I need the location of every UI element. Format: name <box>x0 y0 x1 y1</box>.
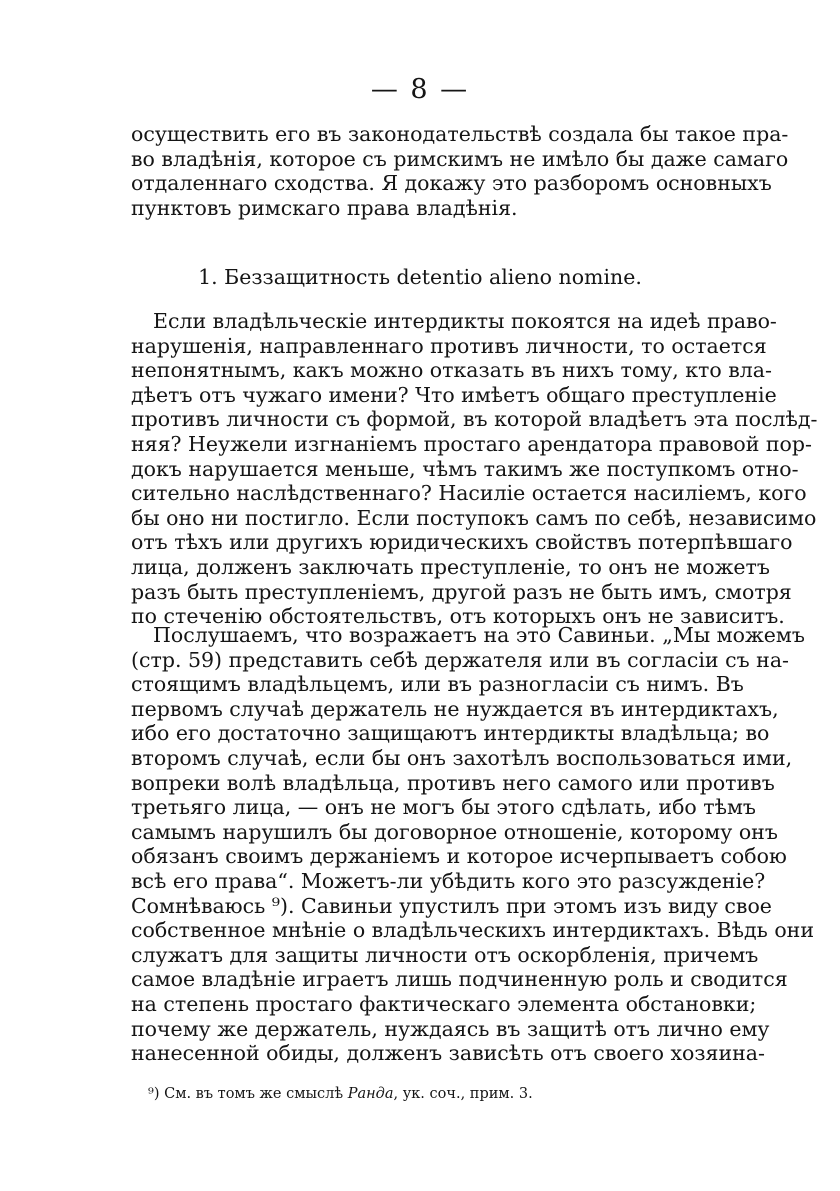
text-line: лица, долженъ заключать преступленіе, то онъ не можетъ <box>131 554 770 579</box>
text-line: (стр. 59) представить себѣ держателя или въ согласіи съ на- <box>131 647 789 672</box>
text-line: первомъ случаѣ держатель не нуждается въ интердиктахъ, <box>131 696 779 721</box>
text-line: осуществить его въ законодательствѣ создала бы такое пра- <box>131 122 789 146</box>
paragraph-2 <box>131 623 815 1066</box>
paragraph-1 <box>131 309 818 629</box>
text-line: докъ нарушается меньше, чѣмъ такимъ же поступкомъ отно- <box>131 456 799 481</box>
text-line: собственное мнѣніе о владѣльческихъ интердиктахъ. Вѣдь они <box>131 918 815 943</box>
footnote-author: Ранда <box>347 1086 394 1102</box>
text-line: дѣетъ отъ чужаго имени? Что имѣетъ общаго преступленіе <box>131 382 777 407</box>
text-line: Если владѣльческіе интердикты покоятся на идеѣ право- <box>153 309 777 333</box>
footnote-marker: ⁹) <box>148 1086 160 1102</box>
text-line: няя? Неужели изгнаніемъ простаго арендатора правовой пор- <box>131 431 812 456</box>
text-line: служатъ для защиты личности отъ оскорбленія, причемъ <box>131 942 759 967</box>
text-line: самымъ нарушилъ бы договорное отношеніе, которому онъ <box>131 819 778 844</box>
text-line: пунктовъ римскаго права владѣнія. <box>131 195 518 220</box>
text-line: ибо его достаточно защищаютъ интердикты владѣльца; во <box>131 721 770 746</box>
text-line: бы оно ни постигло. Если поступокъ самъ по себѣ, независимо <box>131 505 817 530</box>
text-line: Сомнѣваюсь ⁹). Савиньи упустилъ при этомъ изъ виду свое <box>131 893 772 918</box>
text-line: третьяго лица, — онъ не могъ бы этого сдѣлать, ибо тѣмъ <box>131 795 756 820</box>
text-line: самое владѣніе играетъ лишь подчиненную роль и сводится <box>131 967 788 992</box>
text-line: второмъ случаѣ, если бы онъ захотѣлъ воспользоваться ими, <box>131 745 793 770</box>
page-number: — 8 — <box>370 74 470 105</box>
footnote-text: См. въ томъ же смыслѣ <box>164 1086 344 1102</box>
text-line: отдаленнаго сходства. Я докажу это разборомъ основныхъ <box>131 171 772 196</box>
text-line: всѣ его права“. Можетъ-ли убѣдить кого это разсужденіе? <box>131 868 766 893</box>
text-line: противъ личности съ формой, въ которой владѣетъ эта послѣд- <box>131 407 818 432</box>
text-line: стоящимъ владѣльцемъ, или въ разногласіи съ нимъ. Въ <box>131 672 744 697</box>
intro-text <box>131 122 789 220</box>
text-line: отъ тѣхъ или другихъ юридическихъ свойствъ потерпѣвшаго <box>131 530 793 555</box>
text-line: по стеченію обстоятельствъ, отъ которыхъ онъ не зависитъ. <box>131 604 785 629</box>
text-line: сительно наслѣдственнаго? Насиліе остается насиліемъ, кого <box>131 481 807 506</box>
text-line: Послушаемъ, что возражаетъ на это Савиньи. „Мы можемъ <box>153 623 805 647</box>
text-line: вопреки волѣ владѣльца, противъ него самого или противъ <box>131 770 775 795</box>
text-line: нанесенной обиды, долженъ зависѣть отъ своего хозяина- <box>131 1041 765 1066</box>
text-line: почему же держатель, нуждаясь въ защитѣ отъ лично ему <box>131 1016 770 1041</box>
text-line: нарушенія, направленнаго противъ личности, то остается <box>131 333 767 358</box>
footnote <box>148 1084 533 1104</box>
text-line: непонятнымъ, какъ можно отказать въ нихъ тому, кто вла- <box>131 358 772 383</box>
text-line: обязанъ своимъ держаніемъ и которое исчерпываетъ собою <box>131 844 787 869</box>
footnote-citation: , ук. соч., прим. 3. <box>393 1086 533 1102</box>
section-heading: 1. Беззащитность detentio alieno nomine. <box>198 265 642 289</box>
text-line: во владѣнія, которое съ римскимъ не имѣло бы даже самаго <box>131 146 789 171</box>
text-line: на степень простаго фактическаго элемента обстановки; <box>131 991 757 1016</box>
text-line: разъ быть преступленіемъ, другой разъ не быть имъ, смотря <box>131 579 792 604</box>
